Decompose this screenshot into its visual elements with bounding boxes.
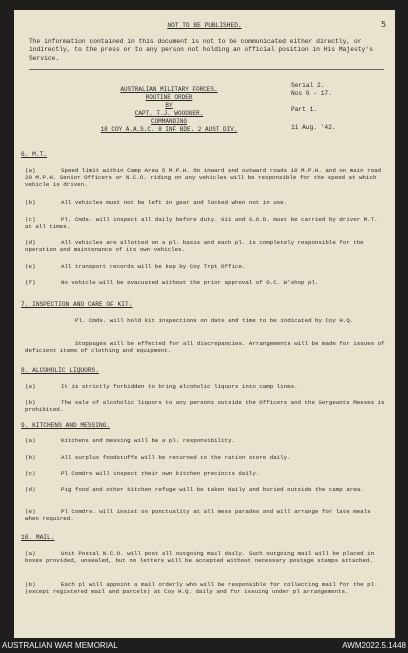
paragraph-6e [25, 263, 387, 270]
paragraph-6f [25, 279, 387, 286]
paragraph-6d [25, 239, 387, 253]
item-text: All surplus foodstuffs will be returned to the ration store daily. [61, 454, 291, 461]
item-label: (a) [25, 383, 36, 390]
item-label: (e) [25, 263, 36, 270]
paragraph-6a [25, 167, 387, 188]
order-date: 11 Aug. '42. [291, 124, 336, 131]
item-label: (b) [25, 581, 36, 588]
item-label: (a) [25, 167, 36, 174]
paragraph-9c [25, 470, 387, 477]
item-label: (a) [25, 550, 36, 557]
security-notice: The information contained in this document is not to be communicated either directly, or indirectly, to the press or to any person not holding an official position in His Majesty's Service. [29, 38, 373, 62]
section-title: 10. MAIL. [21, 534, 55, 541]
archive-reference: AWM2022.5.1448 [342, 641, 406, 650]
item-label: (c) [25, 216, 36, 223]
item-text: All vehicles must not be left in gear and locked when not in use. [61, 199, 288, 206]
paragraph-10a [25, 550, 387, 564]
item-text: Pl. Cmds. will inspect all daily before duty. G11 and S.O.D. must be carried by driver M.T. at all times. [25, 216, 378, 230]
paragraph-9a [25, 437, 387, 444]
item-text: It is strictly forbidden to bring alcoholic liquors into camp lines. [61, 383, 298, 390]
item-text: No vehicle will be evacuated without the prior approval of O.C. W'shop pl. [61, 279, 319, 286]
item-text: Pig food and other kitchen refuge will be taken daily and buried outside the camp area. [61, 486, 364, 493]
section-heading-mt [21, 151, 47, 158]
handwritten-mark: 5 [381, 20, 387, 29]
serial-number: Serial 2. [291, 82, 325, 89]
item-text: Pl Comdrs will inspect their own kitchen precincts daily. [61, 470, 260, 477]
paragraph-6c [25, 216, 387, 230]
item-text: Speed limit within Camp Area 5 M.P.H. On inward and outward roads 10 M.P.H. and on main road 20 M.P.H. Senior Officers or N.C.O. riding on any vehicles will be responsible for the speed at which vehicle is driven. [25, 167, 382, 188]
org-line-5: COMMANDING [150, 118, 187, 125]
org-line-6: 18 COY A.A.S.C. 8 INF BDE. 2 AUST DIV. [100, 126, 238, 133]
item-label: (b) [25, 399, 36, 406]
item-label: (b) [25, 454, 36, 461]
classification-heading: NOT TO BE PUBLISHED. [167, 22, 242, 29]
item-label: (f) [25, 279, 36, 286]
paragraph-7-2: Stoppages will be effected for all discrepancies. Arrangements will be made for issues of deficient items of clothing and equipment. [25, 340, 385, 354]
paragraph-6b [25, 199, 387, 206]
org-line-2: ROUTINE ORDER [145, 94, 193, 101]
org-line-4: CAPT. T.J. WOODGER. [134, 110, 204, 117]
item-label: (b) [25, 199, 36, 206]
archive-caption-bar [0, 640, 408, 653]
item-label: (d) [25, 239, 36, 246]
paragraph-8b [25, 399, 387, 413]
section-title: 9. KITCHENS AND MESSING. [21, 422, 111, 429]
header-divider [29, 69, 384, 70]
item-label: (e) [25, 508, 36, 515]
section-heading-kit [21, 301, 132, 308]
item-label: (c) [25, 470, 36, 477]
paragraph-8a [25, 383, 387, 390]
item-label: (d) [25, 486, 36, 493]
paragraph-9d [25, 486, 387, 493]
item-text: Unit Postal N.C.O. will post all outgoing mail daily. Such outgoing mail will be placed in boxes provided, unsealed, but no letters will be accepted without necessary postage stamps attached. [25, 550, 375, 564]
paragraph-10b [25, 581, 387, 595]
org-line-1: AUSTRALIAN MILITARY FORCES. [120, 86, 218, 93]
section-title: 6. M.T. [21, 151, 47, 158]
section-heading-liquors [21, 367, 99, 374]
item-label: (a) [25, 437, 36, 444]
item-text: Pl Comdrs. will insist on punctuality at all mess parades and will arrange for late meals when required. [25, 508, 371, 522]
item-text: Kitchens and messing will be a pl. responsibility. [61, 437, 235, 444]
serial-block [291, 82, 332, 99]
part-number: Part 1. [291, 106, 317, 113]
item-text: All transport records will be kep by Coy Trpt Office. [61, 263, 246, 270]
section-title: 7. INSPECTION AND CARE OF KIT. [21, 301, 133, 308]
paragraph-9b [25, 454, 387, 461]
org-line-3: BY [165, 102, 173, 109]
item-text: Each pl will appoint a mail orderly who will be responsible for collecting mail for the pl. (except registered mail and parcels) at Coy H.Q. daily and for issuing under pl arrangements. [25, 581, 378, 595]
archive-name: AUSTRALIAN WAR MEMORIAL [2, 641, 118, 650]
section-heading-kitchens [21, 422, 110, 429]
document-page [14, 10, 395, 638]
paragraph-9e [25, 508, 387, 522]
item-text: All vehicles are allotted on a pl. basis and each pl. is completely responsible for the operation and maintenance of its own vehicles. [25, 239, 364, 253]
item-text: The sale of alcoholic liquors to any persons outside the Officers and the Sergeants Messes is prohibited. [25, 399, 385, 413]
paragraph-7-1: Pl. Cmds. will hold kit inspections on date and time to be indicated by Coy H.Q. [75, 317, 354, 324]
order-numbers: Nos 6 - 17. [291, 90, 332, 98]
section-title: 8. ALCOHOLIC LIQUORS. [21, 367, 99, 374]
section-heading-mail [21, 534, 54, 541]
